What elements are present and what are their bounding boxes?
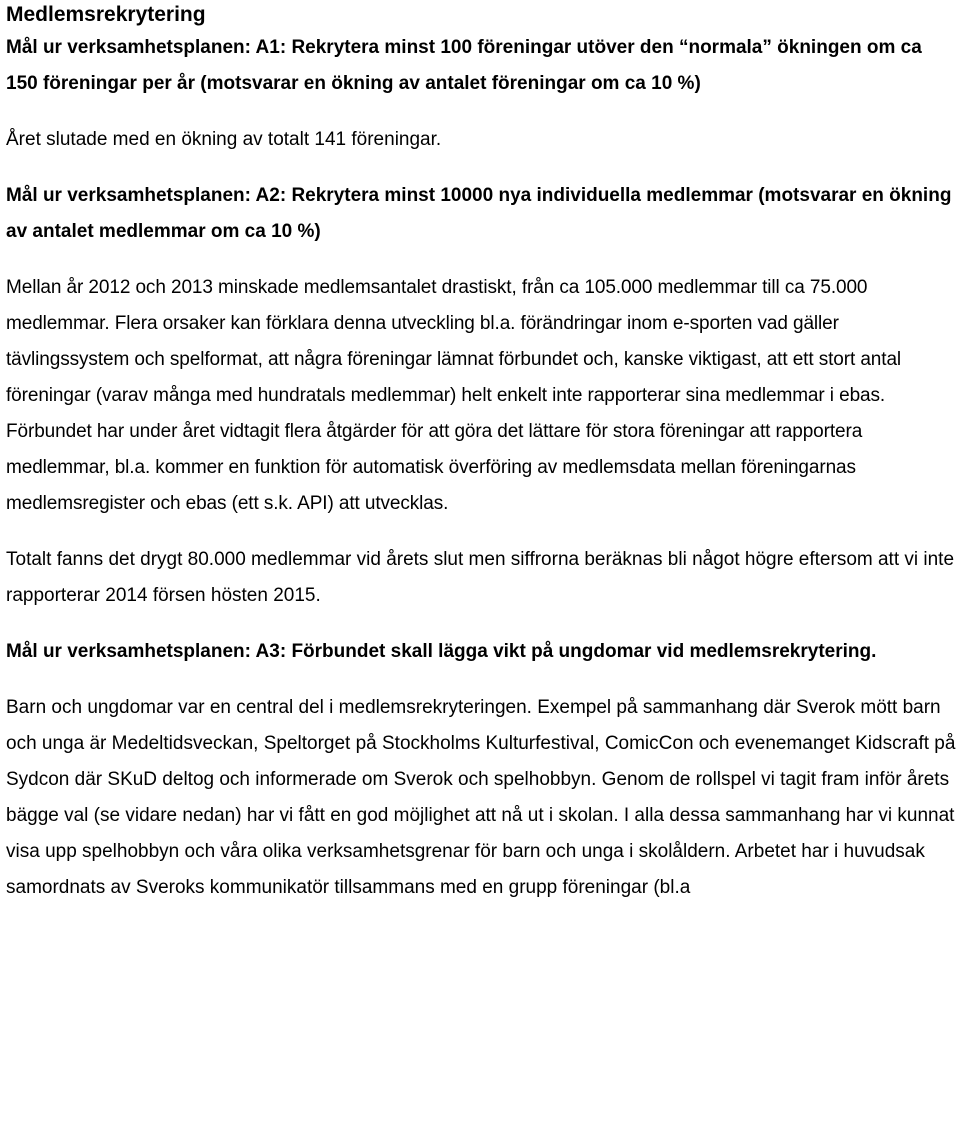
goal-a1-heading: Mål ur verksamhetsplanen: A1: Rekrytera minst 100 föreningar utöver den “normala” ökningen om ca 150 föreningar per år (motsvarar en ökning av antalet föreningar om ca 10 %)	[6, 37, 922, 94]
goal-a1-result: Året slutade med en ökning av totalt 141 föreningar.	[6, 129, 442, 150]
goal-a2-total-paragraph: Totalt fanns det drygt 80.000 medlemmar vid årets slut men siffrorna beräknas bli något högre eftersom att vi inte rapporterar 2014 försen hösten 2015.	[6, 549, 955, 606]
page-title: Medlemsrekrytering	[6, 3, 206, 26]
goal-a2-heading: Mål ur verksamhetsplanen: A2: Rekrytera minst 10000 nya individuella medlemmar (motsvarar en ökning av antalet medlemmar om ca 10 %)	[6, 185, 952, 242]
document-page	[6, 0, 956, 906]
goal-a3-heading: Mål ur verksamhetsplanen: A3: Förbundet skall lägga vikt på ungdomar vid medlemsrekrytering.	[6, 641, 877, 662]
goal-a2-result-paragraph: Mellan år 2012 och 2013 minskade medlemsantalet drastiskt, från ca 105.000 medlemmar till ca 75.000 medlemmar. Flera orsaker kan förklara denna utveckling bl.a. förändringar inom e-sporten vad gäller tävlingssystem och spelformat, att några föreningar lämnat förbundet och, kanske viktigast, att ett stort antal föreningar (varav många med hundratals medlemmar) helt enkelt inte rapporterar sina medlemmar i ebas. Förbundet har under året vidtagit flera åtgärder för att göra det lättare för stora föreningar att rapportera medlemmar, bl.a. kommer en funktion för automatisk överföring av medlemsdata mellan föreningarnas medlemsregister och ebas (ett s.k. API) att utvecklas.	[6, 277, 902, 514]
goal-a3-result-paragraph: Barn och ungdomar var en central del i medlemsrekryteringen. Exempel på sammanhang där Sverok mött barn och unga är Medeltidsveckan, Speltorget på Stockholms Kulturfestival, ComicCon och evenemanget Kidscraft på Sydcon där SKuD deltog och informerade om Sverok och spelhobbyn. Genom de rollspel vi tagit fram inför årets bägge val (se vidare nedan) har vi fått en god möjlighet att nå ut i skolan. I alla dessa sammanhang har vi kunnat visa upp spelhobbyn och våra olika verksamhetsgrenar för barn och unga i skolåldern. Arbetet har i huvudsak samordnats av Sveroks kommunikatör tillsammans med en grupp föreningar (bl.a	[6, 697, 956, 898]
